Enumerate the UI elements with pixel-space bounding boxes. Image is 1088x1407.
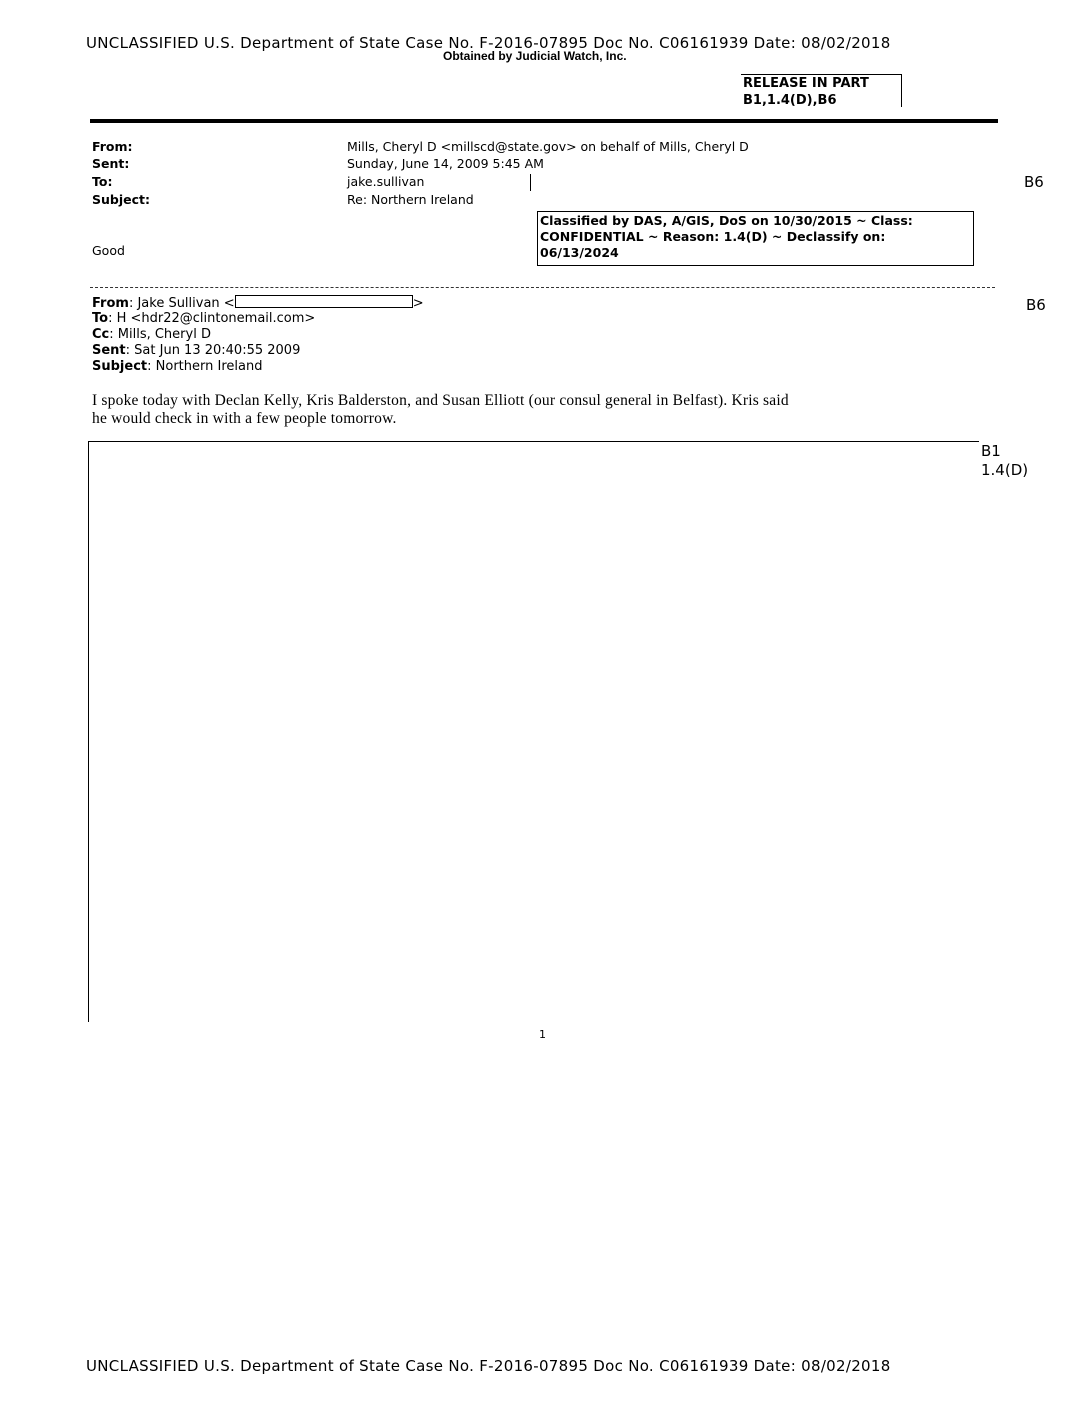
message-body-line-2: he would check in with a few people tomorrow.	[92, 410, 397, 427]
quoted-to-value: : H <hdr22@clintonemail.com>	[108, 311, 316, 326]
margin-code-b1: B1	[981, 442, 1001, 460]
redacted-block	[88, 441, 979, 1022]
quoted-subject-line	[92, 359, 262, 376]
classification-box	[537, 211, 974, 266]
subject-label: Subject:	[92, 192, 150, 207]
quoted-cc-label: Cc	[92, 327, 110, 342]
quoted-sent-label: Sent	[92, 343, 126, 358]
message-body	[92, 392, 992, 428]
quoted-separator	[90, 287, 995, 288]
quoted-from-line	[92, 295, 424, 313]
from-value: Mills, Cheryl D <millscd@state.gov> on behalf of Mills, Cheryl D	[347, 139, 749, 154]
margin-code-b6-to: B6	[1024, 173, 1044, 191]
to-redaction-mark	[530, 174, 531, 191]
to-label: To:	[92, 174, 113, 189]
quoted-to-line	[92, 311, 315, 328]
release-in-part-box	[741, 74, 902, 107]
sent-value: Sunday, June 14, 2009 5:45 AM	[347, 156, 544, 171]
classification-line-2: CONFIDENTIAL ~ Reason: 1.4(D) ~ Declassify on:	[540, 229, 886, 244]
quoted-sent-line	[92, 343, 300, 360]
quoted-from-end: >	[412, 296, 424, 311]
message-body-line-1: I spoke today with Declan Kelly, Kris Balderston, and Susan Elliott (our consul general in Belfast). Kris said	[92, 392, 789, 409]
unclassified-header-stamp: UNCLASSIFIED U.S. Department of State Case No. F-2016-07895 Doc No. C06161939 Date: 08/02/2018	[86, 34, 891, 52]
subject-value: Re: Northern Ireland	[347, 192, 474, 207]
quoted-to-label: To	[92, 311, 109, 326]
quoted-sent-value: : Sat Jun 13 20:40:55 2009	[125, 343, 301, 358]
header-divider	[90, 119, 998, 123]
margin-code-1-4d: 1.4(D)	[981, 461, 1029, 479]
classification-line-3: 06/13/2024	[540, 245, 619, 260]
redacted-email	[235, 295, 413, 308]
release-line-1: RELEASE IN PART	[743, 76, 869, 91]
quoted-subject-label: Subject	[92, 359, 148, 374]
obtained-by-note: Obtained by Judicial Watch, Inc.	[443, 49, 627, 63]
quoted-cc-line	[92, 327, 211, 344]
reply-body: Good	[92, 243, 125, 258]
margin-code-b6-from: B6	[1026, 296, 1046, 314]
classification-line-1: Classified by DAS, A/GIS, DoS on 10/30/2015 ~ Class:	[540, 213, 913, 228]
unclassified-footer-stamp: UNCLASSIFIED U.S. Department of State Case No. F-2016-07895 Doc No. C06161939 Date: 08/02/2018	[86, 1357, 891, 1375]
quoted-cc-value: : Mills, Cheryl D	[109, 327, 211, 342]
quoted-from-label: From	[92, 296, 129, 311]
quoted-from-value: : Jake Sullivan <	[128, 296, 235, 311]
page-number: 1	[539, 1028, 546, 1041]
to-value: jake.sullivan	[347, 174, 425, 189]
sent-label: Sent:	[92, 156, 130, 171]
release-line-2: B1,1.4(D),B6	[743, 93, 837, 108]
quoted-subject-value: : Northern Ireland	[147, 359, 263, 374]
from-label: From:	[92, 139, 133, 154]
